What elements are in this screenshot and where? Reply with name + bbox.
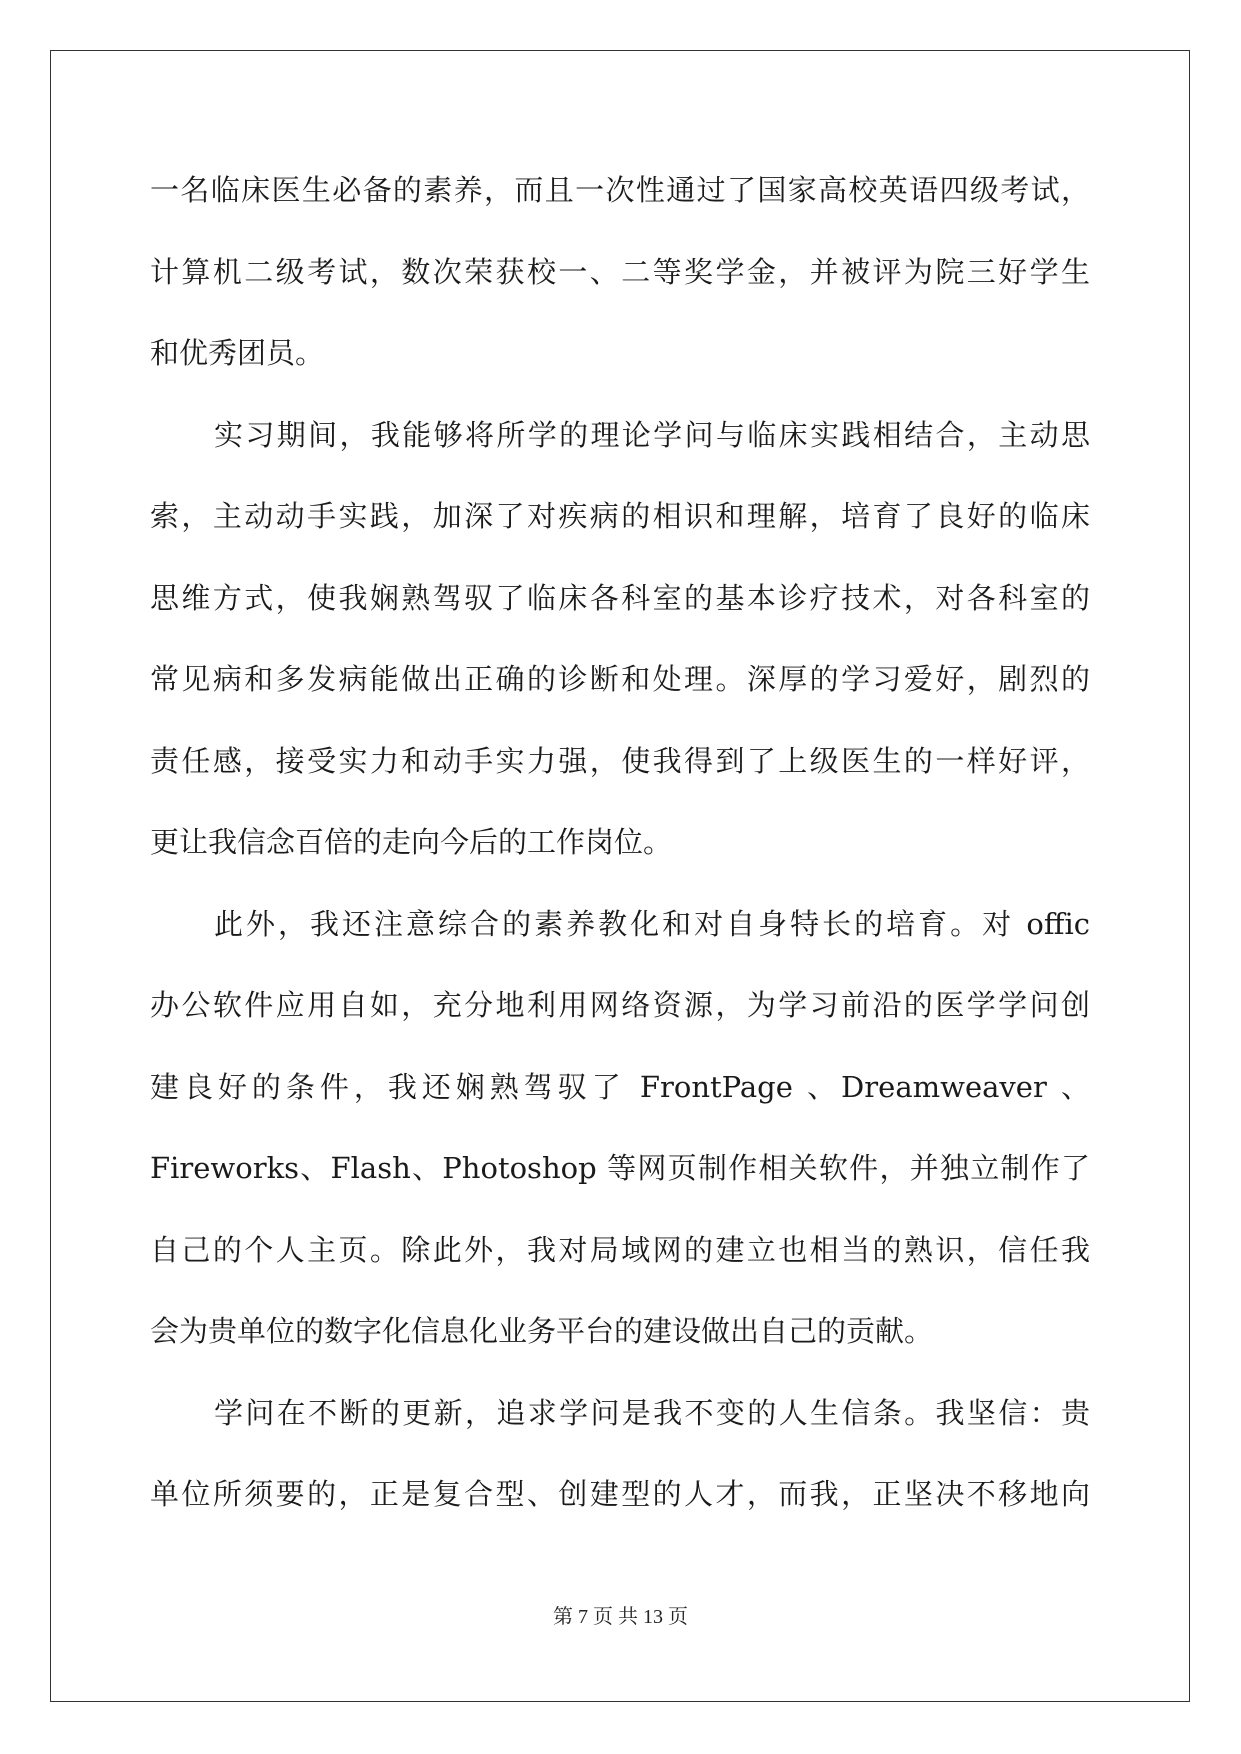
text-line: 和优秀团员。 (150, 336, 325, 370)
text-line: Fireworks、Flash、Photoshop 等网页制作相关软件，并独立制作了 (150, 1151, 1090, 1185)
paragraph-first-line: 此外，我还注意综合的素养教化和对自身特长的培育。对 offic (214, 906, 1090, 941)
text-line: 建良好的条件，我还娴熟驾驭了 FrontPage 、Dreamweaver 、 (150, 1069, 1090, 1104)
text-line: 办公软件应用自如，充分地利用网络资源，为学习前沿的医学学问创 (150, 988, 1090, 1022)
document-body (150, 150, 1090, 1536)
text-line: 更让我信念百倍的走向今后的工作岗位。 (150, 825, 673, 859)
text-line: 会为贵单位的数字化信息化业务平台的建设做出自己的贡献。 (150, 1314, 934, 1348)
page-number-footer: 第 7 页 共 13 页 (553, 1606, 688, 1628)
text-line: 自己的个人主页。除此外，我对局域网的建立也相当的熟识，信任我 (150, 1232, 1090, 1267)
text-line: 单位所须要的，正是复合型、创建型的人才，而我，正坚决不移地向 (150, 1477, 1090, 1511)
text-line: 常见病和多发病能做出正确的诊断和处理。深厚的学习爱好，剧烈的 (150, 662, 1090, 696)
paragraph-first-line: 学问在不断的更新，追求学问是我不变的人生信条。我坚信：贵 (214, 1395, 1090, 1430)
text-line: 索，主动动手实践，加深了对疾病的相识和理解，培育了良好的临床 (150, 499, 1090, 533)
text-line: 思维方式，使我娴熟驾驭了临床各科室的基本诊疗技术，对各科室的 (150, 580, 1090, 615)
text-line: 责任感，接受实力和动手实力强，使我得到了上级医生的一样好评， (150, 743, 1090, 778)
text-line: 一名临床医生必备的素养，而且一次性通过了国家高校英语四级考试， (150, 173, 1090, 207)
text-line: 计算机二级考试，数次荣获校一、二等奖学金，并被评为院三好学生 (150, 254, 1090, 289)
paragraph-first-line: 实习期间，我能够将所学的理论学问与临床实践相结合，主动思 (214, 417, 1090, 452)
